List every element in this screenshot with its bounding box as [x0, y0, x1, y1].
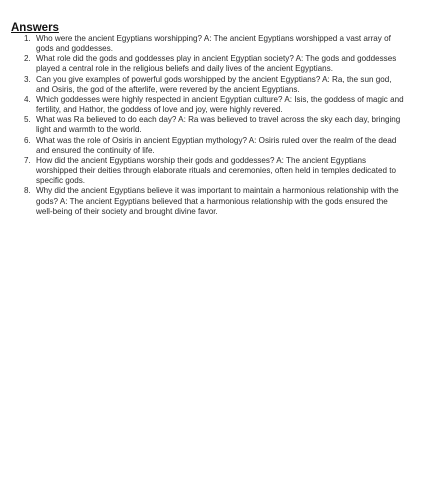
- answer-number: 7.: [24, 155, 31, 165]
- answer-text: What role did the gods and goddesses play in ancient Egyptian society? A: The gods and goddesses played a central role in the religious beliefs and daily lives of the ancient Egyptians.: [36, 54, 397, 74]
- answer-number: 1.: [24, 34, 31, 43]
- answer-number: 3.: [24, 74, 31, 84]
- answer-number: 5.: [24, 115, 31, 125]
- answer-item: [0, 115, 405, 135]
- answer-item: [0, 186, 405, 216]
- answer-text: What was Ra believed to do each day? A: Ra was believed to travel across the sky each day, bringing light and warmth to the world.: [36, 115, 401, 135]
- answers-heading: Answers: [11, 22, 59, 34]
- answer-item: [0, 54, 405, 74]
- answer-item: [0, 95, 405, 115]
- answer-item: [0, 156, 405, 186]
- answer-text: Why did the ancient Egyptians believe it was important to maintain a harmonious relationship with the gods? A: The ancient Egyptians believed that a harmonious relationship with the gods ensured the well-being of their society and brought divine favor.: [36, 186, 399, 216]
- answer-number: 4.: [24, 94, 31, 104]
- answer-text: Who were the ancient Egyptians worshipping? A: The ancient Egyptians worshipped a vast array of gods and goddesses.: [36, 34, 391, 54]
- answer-text: Can you give examples of powerful gods worshipped by the ancient Egyptians? A: Ra, the sun god, and Osiris, the god of the afterlife, were revered by the ancient Egyptians.: [36, 74, 392, 94]
- answer-number: 2.: [24, 54, 31, 64]
- answer-number: 6.: [24, 135, 31, 145]
- answer-item: [0, 34, 405, 54]
- answer-text: What was the role of Osiris in ancient Egyptian mythology? A: Osiris ruled over the realm of the dead and ensured the continuity of life.: [36, 135, 397, 155]
- answer-text: How did the ancient Egyptians worship their gods and goddesses? A: The ancient Egyptians worshipped their deities through elaborate rituals and ceremonies, often held in temples dedicated to specific gods.: [36, 155, 396, 186]
- answer-text: Which goddesses were highly respected in ancient Egyptian culture? A: Isis, the goddess of magic and fertility, and Hathor, the goddess of love and joy, were highly revered.: [36, 94, 404, 115]
- answers-list: [0, 34, 405, 217]
- answer-number: 8.: [24, 186, 31, 196]
- answer-item: [0, 136, 405, 156]
- answer-item: [0, 75, 405, 95]
